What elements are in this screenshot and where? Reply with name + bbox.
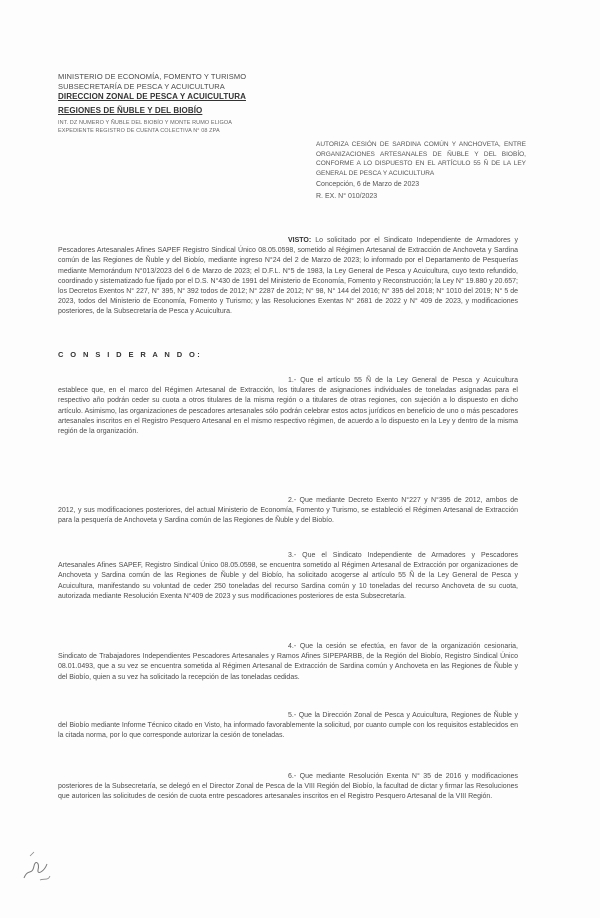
- considerando-4: [58, 642, 518, 683]
- considerando-3-lead: 3.- Que el Sindicato Independiente de Armadores y: [288, 552, 476, 559]
- initials-signature-mark: [20, 848, 54, 884]
- resolution-subject: AUTORIZA CESIÓN DE SARDINA COMÚN Y ANCHOVETA, ENTRE ORGANIZACIONES ARTESANALES DE ÑUBLE Y DEL BIOBÍO, CONFORME A LO DISPUESTO EN EL ARTÍCULO 55 Ñ DE LA LEY GENERAL DE PESCA Y ACUICULTURA: [316, 141, 526, 177]
- considerando-1-lead: 1.- Que el artículo 55 Ñ de la Ley General de Pesca y Acuicultura: [288, 377, 518, 384]
- resolution-number: R. EX. N° 010/2023: [316, 193, 378, 200]
- considerando-5-lead: 5.- Que la Dirección Zonal de Pesca y Acuicultura,: [288, 712, 449, 719]
- considerando-6: [58, 772, 518, 803]
- considerando-2: [58, 496, 518, 527]
- considerando-4-text: cesionaria, Sindicato de Trabajadores Independientes Pescadores Artesanales y Ramos Afines SIPEPARBB, de la Región del Biobío, Registro Sindical Único 08.01.0493, que a su vez se encuentra sometida al Régimen Artesanal de Extracción de Sardina común y Anchoveta en las Regiones de Ñuble y del Biobío, quien a su vez ha solicitado la recepción de las toneladas cedidas.: [58, 643, 518, 681]
- considerando-5: [58, 711, 518, 742]
- considerando-heading: C O N S I D E R A N D O:: [58, 350, 203, 359]
- considerando-6-text: modificaciones posteriores de la Subsecretaría, se delegó en el Director Zonal de Pesca de la VIII Región del Biobío, la facultad de dictar y firmar las Resoluciones que autoricen las solicitudes de cesión de cuota entre pescadores artesanales inscritos en el Registro Pesquero Artesanal de la VIII Región.: [58, 773, 519, 801]
- file-reference-line: EXPEDIENTE REGISTRO DE CUENTA COLECTIVA N° 08 ZPA: [58, 127, 220, 134]
- subsecretariat-line: SUBSECRETARÍA DE PESCA Y ACUICULTURA: [58, 82, 225, 91]
- considerando-3: [58, 551, 518, 602]
- considerando-2-lead: 2.- Que mediante Decreto Exento N°227 y N°395 de: [288, 497, 462, 504]
- directorate-line: DIRECCION ZONAL DE PESCA Y ACUICULTURA: [58, 92, 246, 101]
- internal-reference-line: INT. DZ NUMERO Y ÑUBLE DEL BIOBÍO Y MONTE RUMO ELIGOA: [58, 120, 233, 126]
- letterhead: [58, 72, 298, 135]
- considerando-5-text: Regiones de Ñuble y del Biobío mediante Informe Técnico citado en Visto, ha informado favorablemente la solicitud, por cuanto cumple con los requisitos establecidos en la citada norma, por lo que corresponde autorizar la cesión de toneladas.: [58, 712, 518, 740]
- considerando-6-lead: 6.- Que mediante Resolución Exenta N° 35 de 2016 y: [288, 773, 469, 780]
- ministry-line: MINISTERIO DE ECONOMÍA, FOMENTO Y TURISMO: [58, 72, 247, 81]
- considerando-1-text: establece que, en el marco del Régimen Artesanal de Extracción, los titulares de asignaciones individuales de toneladas asignadas para el respectivo año podrán ceder su cuota a otros titulares de la misma región o a titulares de otras regiones, con sujeción a lo dispuesto en dicho artículo. Asimismo, las organizaciones de pescadores artesanales sólo podrán celebrar estos actos jurídicos en beneficio de uno o más pescadores artesanales inscritos en el Registro Pesquero Artesanal en el mismo respectivo régimen, de acuerdo a lo dispuesto en la Ley y dentro de la misma región de la organización.: [58, 387, 518, 436]
- regions-line: REGIONES DE ÑUBLE Y DEL BIOBÍO: [58, 106, 203, 115]
- considerando-3-text: Pescadores Artesanales Afines SAPEF, Registro Sindical Único 08.05.0598, se encuentra sometido al Régimen Artesanal de Extracción por organizaciones de Anchoveta y Sardina común de las Regiones de Ñuble y del Biobío, ha solicitado acogerse al artículo 55 Ñ de la Ley General de Pesca y Acuicultura, manifestando su voluntad de ceder 250 toneladas del recurso Sardina común y 10 toneladas del recurso Anchoveta de su cuota, autorizada mediante Resolución Exenta N°409 de 2023 y sus modificaciones posteriores de esta Subsecretaría.: [58, 552, 518, 600]
- visto-label: VISTO:: [288, 237, 312, 244]
- considerando-2-text: 2012, ambos de 2012, y sus modificaciones posteriores, del actual Ministerio de Economía, Fomento y Turismo, se estableció el Régimen Artesanal de Extracción para la pesquería de Anchoveta y Sardina común de las Regiones de Ñuble y del Biobío.: [58, 497, 519, 525]
- place-date: Concepción, 6 de Marzo de 2023: [316, 181, 420, 188]
- visto-text: Lo solicitado por el Sindicato Independiente de Armadores y Pescadores Artesanales Afines SAPEF Registro Sindical Único 08.05.0598, sometido al Régimen Artesanal de Extracción de Anchoveta y Sardina común de las Regiones de Ñuble y del Biobío, mediante ingreso N°24 del 2 de Marzo de 2023; lo informado por el Departamento de Pesquerías mediante Memorándum N°013/2023 del 6 de Marzo de 2023; el D.F.L. N°5 de 1983, la Ley General de Pesca y Acuicultura, cuyo texto refundido, coordinado y sistematizado fue fijado por el D.S. N°430 de 1991 del Ministerio de Economía, Fomento y Reconstrucción; la Ley N° 19.880 y 20.657; los Decretos Exentos N° 227, N° 395, N° 392 todos de 2012; N° 2287 de 2012; N° 98, N° 144 del 2016; N° 395 del 2018; N° 1010 del 2019; N° 5 de 2023, todos del Ministerio de Economía, Fomento y Turismo; y las Resoluciones Exentas N° 2681 de 2022 y N° 409 de 2023, y modificaciones posteriores, de la Subsecretaría de Pesca y Acuicultura.: [58, 237, 518, 316]
- considerando-1: [58, 376, 518, 437]
- considerando-4-lead: 4.- Que la cesión se efectúa, en favor de la organización: [288, 643, 481, 650]
- visto-paragraph: [58, 236, 518, 318]
